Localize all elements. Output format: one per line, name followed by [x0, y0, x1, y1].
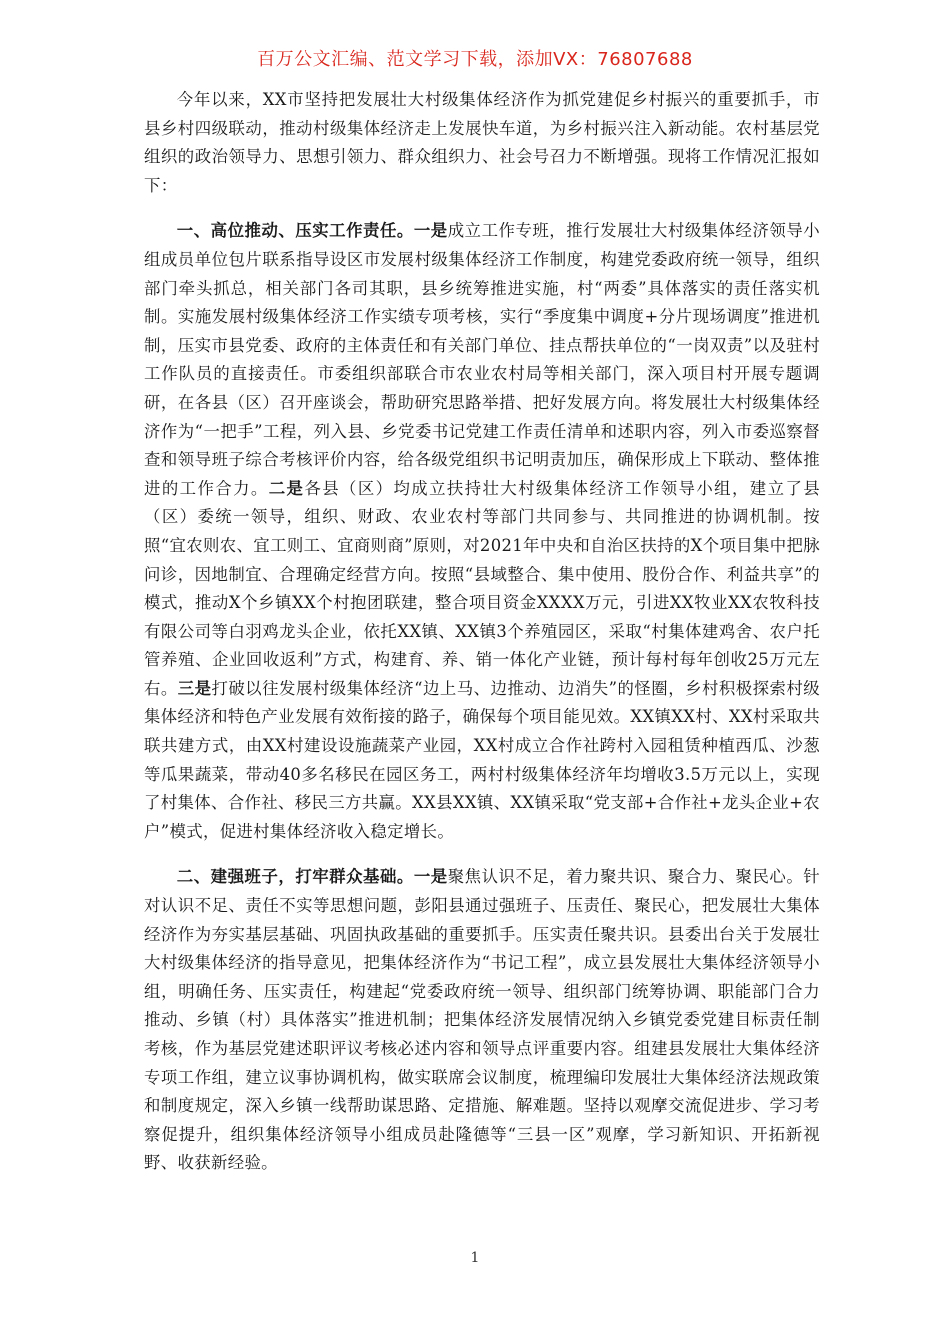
section-1-marker-2: 二是	[268, 478, 305, 498]
section-2-text-1: 聚焦认识不足，着力聚共识、聚合力、聚民心。针对认识不足、责任不实等思想问题，彭阳县通过强班子、压责任、聚民心，把发展壮大集体经济作为夯实基层基础、巩固执政基础的重要抓手。压实责任聚共识。县委出台关于发展壮大村级集体经济的指导意见，把集体经济作为“书记工程”，成立县发展壮大集体经济领导小组，明确任务、压实责任，构建起“党委政府统一领导、组织部门统筹协调、职能部门合力推动、乡镇（村）具体落实”推进机制；把集体经济发展情况纳入乡镇党委党建目标责任制考核，作为基层党建述职评议考核必述内容和领导点评重要内容。组建县发展壮大集体经济专项工作组，建立议事协调机构，做实联席会议制度，梳理编印发展壮大集体经济法规政策和制度规定，深入乡镇一线帮助谋思路、定措施、解难题。坚持以观摩交流促进步、学习考察促提升，组织集体经济领导小组成员赴隆德等“三县一区”观摩，学习新知识、开拓新视野、收获新经验。	[144, 867, 821, 1173]
section-1-marker-1: 一是	[413, 221, 448, 241]
page-number: 1	[470, 1250, 480, 1266]
section-2-heading: 二、建强班子，打牢群众基础。	[176, 867, 414, 887]
section-1-text-3: 打破以往发展村级集体经济“边上马、边推动、边消失”的怪圈，乡村积极探索村级集体经济和特色产业发展有效衔接的路子，确保每个项目能见效。XX镇XX村、XX村采取共联共建方式，由XX村建设设施蔬菜产业园，XX村成立合作社跨村入园租赁种植西瓜、沙葱等瓜果蔬菜，带动40多名移民在园区务工，两村村级集体经济年均增收3.5万元以上，实现了村集体、合作社、移民三方共赢。XX县XX镇、XX镇采取“党支部+合作社+龙头企业+农户”模式，促进村集体经济收入稳定增长。	[144, 678, 820, 841]
intro-paragraph: 今年以来，XX市坚持把发展壮大村级集体经济作为抓党建促乡村振兴的重要抓手，市县乡村四级联动，推动村级集体经济走上发展快车道，为乡村振兴注入新动能。农村基层党组织的政治领导力、思想引领力、群众组织力、社会号召力不断增强。现将工作情况汇报如下：	[144, 90, 820, 195]
section-1-text-1: 成立工作专班，推行发展壮大村级集体经济领导小组成员单位包片联系指导设区市发展村级集体经济工作制度，构建党委政府统一领导，组织部门牵头抓总，相关部门各司其职，县乡统筹推进实施，村“两委”具体落实的责任落实机制。实施发展村级集体经济工作实绩专项考核，实行“季度集中调度+分片现场调度”推进机制，压实市县党委、政府的主体责任和有关部门单位、挂点帮扶单位的“一岗双责”以及驻村工作队员的直接责任。市委组织部联合市农业农村局等相关部门，深入项目村开展专题调研，在各县（区）召开座谈会，帮助研究思路举措、把好发展方向。将发展壮大村级集体经济作为“一把手”工程，列入县、乡党委书记党建工作责任清单和述职内容，列入市委巡察督查和领导班子综合考核评价内容，给各级党组织书记明责加压，确保形成上下联动、整体推进的工作合力。	[144, 221, 821, 498]
section-2-paragraph	[144, 863, 820, 1178]
section-1-paragraph	[144, 217, 820, 846]
section-1-text-2: 各县（区）均成立扶持壮大村级集体经济工作领导小组，建立了县（区）委统一领导，组织、财政、农业农村等部门共同参与、共同推进的协调机制。按照“宜农则农、宜工则工、宜商则商”原则，对2021年中央和自治区扶持的X个项目集中把脉问诊，因地制宜、合理确定经营方向。按照“县域整合、集中使用、股份合作、利益共享”的模式，推动X个乡镇XX个村抱团联建，整合项目资金XXXX万元，引进XX牧业XX农牧科技有限公司等白羽鸡龙头企业，依托XX镇、XX镇3个养殖园区，采取“村集体建鸡舍、农户托管养殖、企业回收返利”方式，构建育、养、销一体化产业链，预计每村每年创收25万元左右。	[144, 478, 821, 698]
section-2-marker-1: 一是	[413, 867, 448, 887]
section-1-marker-3: 三是	[177, 678, 212, 698]
watermark-header: 百万公文汇编、范文学习下载，添加VX：76807688	[257, 49, 693, 70]
section-1-heading: 一、高位推动、压实工作责任。	[176, 221, 414, 241]
document-body	[144, 86, 820, 1195]
